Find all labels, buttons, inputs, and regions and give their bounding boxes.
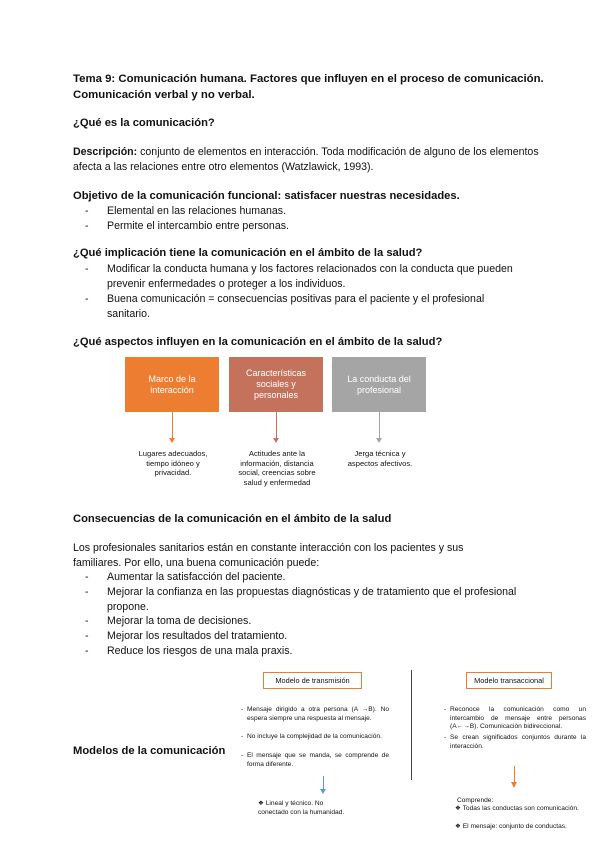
heading-models: Modelos de la comunicación	[73, 745, 226, 757]
arrow-down-icon	[376, 438, 382, 443]
list-item: ❖ El mensaje: conjunto de conductas.	[455, 823, 567, 830]
transmission-result: ❖ Lineal y técnico. No conectado con la humanidad.	[258, 800, 345, 816]
heading-consequences: Consecuencias de la comunicación en el ámbito de la salud	[73, 513, 392, 525]
heading-objective: Objetivo de la comunicación funcional: satisfacer nuestras necesidades.	[73, 190, 460, 202]
transmission-model-box: Modelo de transmisión	[263, 672, 362, 689]
arrow-line	[276, 412, 277, 440]
arrow-down-icon	[169, 438, 175, 443]
list-item: - Se crean significados conjuntos durante la interacción.	[444, 734, 586, 750]
description-paragraph	[73, 145, 543, 175]
heading-influencing-aspects: ¿Qué aspectos influyen en la comunicación en el ámbito de la salud?	[73, 336, 443, 348]
list-item: - Mejorar la confianza en las propuestas diagnósticas y de tratamiento que el profesional propone.	[85, 586, 517, 613]
list-item: - No incluye la complejidad de la comunicación.	[241, 733, 382, 740]
arrow-down-icon	[320, 789, 326, 794]
list-item: - Buena comunicación = consecuencias positivas para el paciente y el profesional sanitario.	[85, 293, 485, 320]
arrow-line	[323, 776, 324, 790]
box-social-personal: Características sociales y personales	[229, 357, 323, 412]
page-title: Tema 9: Comunicación humana. Factores que influyen en el proceso de comunicación. Comunicación verbal y no verbal.	[73, 73, 544, 101]
heading-health-implication: ¿Qué implicación tiene la comunicación en el ámbito de la salud?	[73, 247, 423, 259]
list-item: - Reconoce la comunicación como un intercambio de mensaje entre personas (A←→B). Comunicación bidireccional.	[444, 706, 586, 731]
arrow-down-icon	[511, 782, 517, 788]
list-item: - Elemental en las relaciones humanas.	[85, 205, 287, 217]
diamond-bullet-icon: ❖	[455, 805, 461, 812]
list-item: ❖ Todas las conductas son comunicación.	[455, 805, 579, 812]
description-text: conjunto de elementos en interacción. Toda modificación de alguno de los elementos afecta a las relaciones entre otro elementos (Watzlawick, 1993).	[73, 146, 539, 173]
arrow-line	[379, 412, 380, 440]
box-professional-conduct: La conducta del profesional	[332, 357, 426, 412]
diamond-bullet-icon: ❖	[258, 800, 264, 807]
arrow-line	[172, 412, 173, 440]
list-item: - Aumentar la satisfacción del paciente.	[85, 571, 286, 583]
list-item: - Permite el intercambio entre personas.	[85, 220, 289, 232]
list-item: - Mejorar los resultados del tratamiento.	[85, 630, 288, 642]
arrow-line	[514, 766, 515, 783]
caption-professional-conduct: Jerga técnica y aspectos afectivos.	[347, 449, 413, 468]
caption-interaction-frame: Lugares adecuados, tiempo idóneo y privacidad.	[138, 449, 208, 477]
list-item: - El mensaje que se manda, se comprende de forma diferente.	[241, 752, 389, 768]
transactional-result-label: Comprende:	[457, 797, 494, 804]
arrow-down-icon	[273, 438, 279, 443]
box-interaction-frame: Marco de la interacción	[125, 357, 219, 412]
heading-what-is-communication: ¿Qué es la comunicación?	[73, 117, 215, 129]
list-item: - Mensaje dirigido a otra persona (A →B). No espera siempre una respuesta al mensaje.	[241, 706, 389, 722]
consequences-intro: Los profesionales sanitarios están en constante interacción con los pacientes y sus familiares. Por ello, una buena comunicación puede:	[73, 542, 464, 569]
list-item: - Reduce los riesgos de una mala praxis.	[85, 645, 293, 657]
divider	[411, 670, 412, 780]
diamond-bullet-icon: ❖	[455, 823, 461, 830]
list-item: - Mejorar la toma de decisiones.	[85, 615, 252, 627]
transactional-model-box: Modelo transaccional	[466, 672, 552, 689]
caption-social-personal: Actitudes ante la información, distancia social, creencias sobre salud y enfermedad	[238, 449, 316, 487]
description-label: Descripción:	[73, 146, 138, 158]
list-item: - Modificar la conducta humana y los factores relacionados con la conducta que pueden prevenir enfermedades o proteger a los individuos.	[85, 263, 513, 290]
